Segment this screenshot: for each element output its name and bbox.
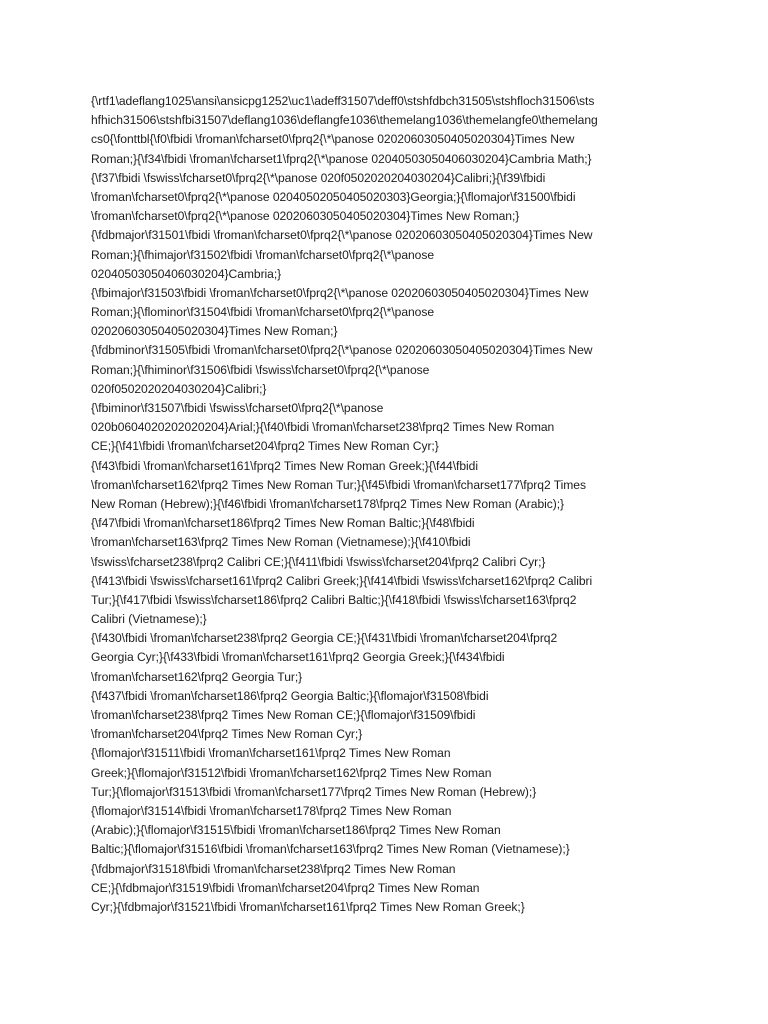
text-line: \froman\fcharset162\fprq2 Georgia Tur;} — [91, 669, 303, 684]
text-line: CE;}{\fdbmajor\f31519\fbidi \froman\fcharset204\fprq2 Times New Roman — [91, 880, 480, 895]
text-line: {\fbiminor\f31507\fbidi \fswiss\fcharset0\fprq2{\*\panose — [91, 401, 384, 415]
text-line: Georgia Cyr;}{\f433\fbidi \froman\fcharset161\fprq2 Georgia Greek;}{\f434\fbidi — [91, 650, 505, 665]
text-line: {\fdbmajor\f31518\fbidi \froman\fcharset238\fprq2 Times New Roman — [91, 861, 456, 876]
text-line: {\fbimajor\f31503\fbidi \froman\fcharset0\fprq2{\*\panose 02020603050405020304}Times New — [91, 285, 589, 300]
text-line: (Arabic);}{\flomajor\f31515\fbidi \froman\fcharset186\fprq2 Times New Roman — [91, 823, 501, 838]
text-line: 02040503050406030204}Cambria;} — [91, 266, 282, 281]
text-line: \froman\fcharset238\fprq2 Times New Roman CE;}{\flomajor\f31509\fbidi — [91, 708, 476, 722]
text-line: {\f437\fbidi \froman\fcharset186\fprq2 Georgia Baltic;}{\flomajor\f31508\fbidi — [91, 688, 489, 703]
text-line: {\f37\fbidi \fswiss\fcharset0\fprq2{\*\panose 020f0502020204030204}Calibri;}{\f39\fbidi — [91, 170, 546, 185]
text-line: 020b0604020202020204}Arial;}{\f40\fbidi \froman\fcharset238\fprq2 Times New Roman — [91, 420, 555, 435]
text-line: New Roman (Hebrew);}{\f46\fbidi \froman\fcharset178\fprq2 Times New Roman (Arabic);} — [91, 496, 565, 511]
text-line: Greek;}{\flomajor\f31512\fbidi \froman\fcharset162\fprq2 Times New Roman — [91, 765, 492, 780]
text-line: \froman\fcharset163\fprq2 Times New Roman (Vietnamese);}{\f410\fbidi — [91, 535, 471, 550]
text-line: cs0{\fonttbl{\f0\fbidi \froman\fcharset0\fprq2{\*\panose 02020603050405020304}Times New — [91, 132, 575, 147]
text-line: \froman\fcharset162\fprq2 Times New Roman Tur;}{\f45\fbidi \froman\fcharset177\fprq2 Times — [91, 477, 586, 492]
text-line: {\f43\fbidi \froman\fcharset161\fprq2 Times New Roman Greek;}{\f44\fbidi — [91, 458, 478, 473]
text-line: {\flomajor\f31511\fbidi \froman\fcharset161\fprq2 Times New Roman — [91, 746, 451, 761]
text-line: {\fdbminor\f31505\fbidi \froman\fcharset0\fprq2{\*\panose 02020603050405020304}Times New — [91, 343, 593, 358]
text-line: 02020603050405020304}Times New Roman;} — [91, 324, 338, 339]
text-line: Baltic;}{\flomajor\f31516\fbidi \froman\fcharset163\fprq2 Times New Roman (Vietnamese);} — [91, 842, 570, 857]
rtf-source-text — [91, 92, 763, 917]
text-line: Calibri (Vietnamese);} — [91, 612, 207, 627]
text-line: {\f413\fbidi \fswiss\fcharset161\fprq2 Calibri Greek;}{\f414\fbidi \fswiss\fcharset162\fprq2 Calibri — [91, 573, 593, 588]
text-line: {\fdbmajor\f31501\fbidi \froman\fcharset0\fprq2{\*\panose 02020603050405020304}Times New — [91, 228, 593, 243]
text-line: \fswiss\fcharset238\fprq2 Calibri CE;}{\f411\fbidi \fswiss\fcharset204\fprq2 Calibri Cyr;} — [91, 554, 546, 569]
text-line: Cyr;}{\fdbmajor\f31521\fbidi \froman\fcharset161\fprq2 Times New Roman Greek;} — [91, 899, 525, 914]
text-line: 020f0502020204030204}Calibri;} — [91, 381, 267, 396]
text-line: Roman;}{\flominor\f31504\fbidi \froman\fcharset0\fprq2{\*\panose — [91, 305, 435, 320]
text-line: {\f47\fbidi \froman\fcharset186\fprq2 Times New Roman Baltic;}{\f48\fbidi — [91, 516, 475, 531]
text-line: Roman;}{\fhiminor\f31506\fbidi \fswiss\fcharset0\fprq2{\*\panose — [91, 362, 430, 377]
text-line: Tur;}{\f417\fbidi \fswiss\fcharset186\fprq2 Calibri Baltic;}{\f418\fbidi \fswiss\fcharset163\fprq2 — [91, 592, 577, 607]
text-line: \froman\fcharset0\fprq2{\*\panose 02040502050405020303}Georgia;}{\flomajor\f31500\fbidi — [91, 189, 576, 204]
text-line: \froman\fcharset0\fprq2{\*\panose 02020603050405020304}Times New Roman;} — [91, 209, 520, 224]
text-line: \froman\fcharset204\fprq2 Times New Roman Cyr;} — [91, 727, 363, 742]
text-line: Tur;}{\flomajor\f31513\fbidi \froman\fcharset177\fprq2 Times New Roman (Hebrew);} — [91, 784, 537, 799]
text-line: {\rtf1\adeflang1025\ansi\ansicpg1252\uc1\adeff31507\deff0\stshfdbch31505\stshfloch31506\sts — [91, 94, 595, 108]
text-line: Roman;}{\fhimajor\f31502\fbidi \froman\fcharset0\fprq2{\*\panose — [91, 247, 435, 262]
text-line: Roman;}{\f34\fbidi \froman\fcharset1\fprq2{\*\panose 02040503050406030204}Cambria Math;} — [91, 151, 592, 166]
text-line: {\flomajor\f31514\fbidi \froman\fcharset178\fprq2 Times New Roman — [91, 803, 452, 818]
text-line: CE;}{\f41\fbidi \froman\fcharset204\fprq2 Times New Roman Cyr;} — [91, 439, 439, 454]
text-line: {\f430\fbidi \froman\fcharset238\fprq2 Georgia CE;}{\f431\fbidi \froman\fcharset204\fprq2 — [91, 631, 558, 646]
text-line: hfhich31506\stshfbi31507\deflang1036\deflangfe1036\themelang1036\themelangfe0\themelang — [91, 113, 598, 128]
